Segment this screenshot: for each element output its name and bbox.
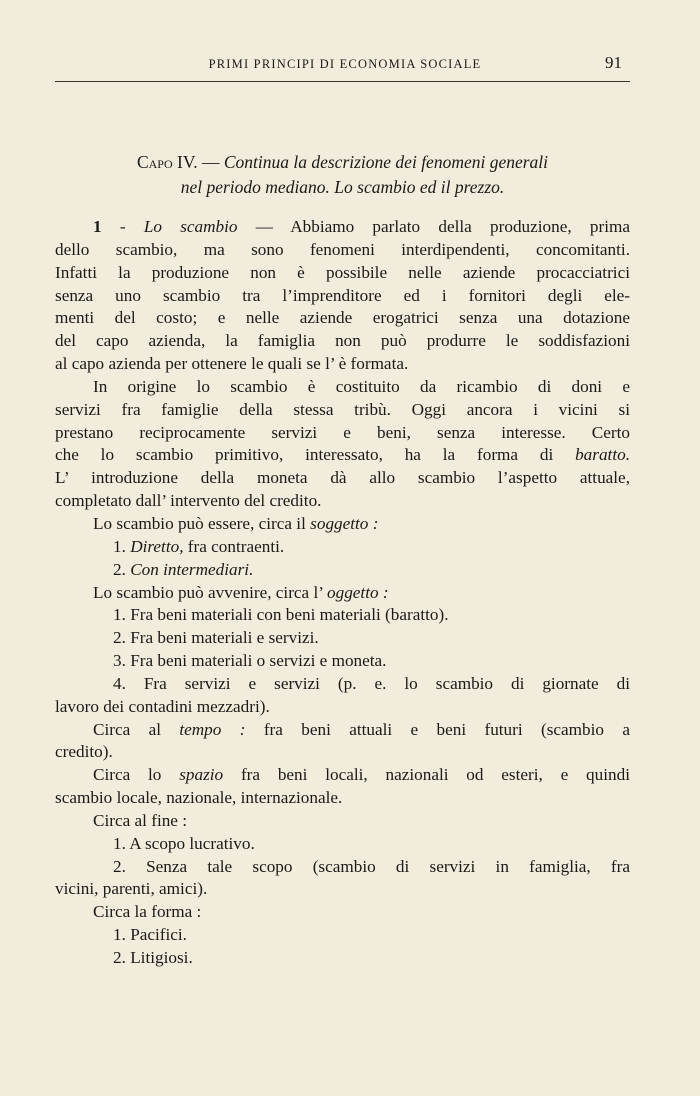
list-item: 1. Pacifici. <box>113 925 187 945</box>
list-item: 2. Senza tale scopo (scambio di servizi in famiglia, fra <box>113 856 630 876</box>
chapter-heading-line2 <box>55 175 630 200</box>
list-item: 4. Fra servizi e servizi (p. e. lo scambio di giornate di <box>113 673 630 693</box>
text-line: del capo azienda, la famiglia non può produrre le soddisfazioni <box>55 331 630 351</box>
section-sep: - <box>101 217 144 236</box>
list-number: 1. <box>113 536 131 556</box>
text-line: Circa la forma : <box>93 902 202 922</box>
list-item <box>55 559 630 582</box>
text-run: fra beni locali, nazionali od esteri, e quindi <box>223 765 630 785</box>
text-line: al capo azienda per ottenere le quali se l’ è formata. <box>55 354 409 374</box>
text-line: prestano reciprocamente servizi e beni, senza interesse. Certo <box>55 422 630 442</box>
text-line: In origine lo scambio è costituito da ricambio di doni e <box>93 376 630 396</box>
section-number: 1 <box>93 217 102 236</box>
emphasis-baratto: baratto. <box>575 445 630 465</box>
text-line <box>55 513 630 536</box>
emphasis-spazio: spazio <box>179 765 224 785</box>
text-line: menti del costo; e nelle aziende erogatrici senza una dotazione <box>55 308 630 328</box>
list-item: 1. Fra beni materiali con beni materiali (baratto). <box>113 605 449 625</box>
emphasis-intermediari: Con intermediari. <box>130 559 254 579</box>
text-line: vicini, parenti, amici). <box>55 879 208 899</box>
text-line: dello scambio, ma sono fenomeni interdipendenti, concomitanti. <box>55 239 630 259</box>
list-item: 2. Litigiosi. <box>113 948 193 967</box>
page-number: 91 <box>605 53 622 72</box>
text-run: Circa al <box>93 719 180 739</box>
emphasis-diretto: Diretto, <box>130 536 184 556</box>
text-line <box>55 719 630 742</box>
list-item: 1. A scopo lucrativo. <box>113 833 255 853</box>
section-lead: — Abbiamo parlato della produzione, prima <box>237 217 630 236</box>
chapter-dash: — <box>197 152 224 172</box>
list-item: 3. Fra beni materiali o servizi e moneta. <box>113 651 387 671</box>
chapter-label: Capo IV. <box>136 152 198 172</box>
text-line <box>55 582 630 605</box>
chapter-title-part1: Continua la descrizione dei fenomeni generali <box>223 152 549 172</box>
text-line <box>55 444 630 467</box>
text-run: Circa lo <box>93 765 180 785</box>
chapter-heading <box>55 150 630 200</box>
chapter-title-part2: nel periodo mediano. Lo scambio ed il prezzo. <box>180 177 505 197</box>
emphasis-tempo: tempo : <box>179 719 246 739</box>
text-line: scambio locale, nazionale, internazionale. <box>55 788 343 808</box>
list-item <box>55 536 630 559</box>
text-run: fra beni attuali e beni futuri (scambio a <box>245 719 631 739</box>
text-line: completato dall’ intervento del credito. <box>55 491 322 511</box>
emphasis-oggetto: oggetto : <box>327 582 389 602</box>
text-line: L’ introduzione della moneta dà allo scambio l’aspetto attuale, <box>55 468 630 488</box>
text-run: Lo scambio può avvenire, circa l’ <box>93 582 328 602</box>
text-run: che lo scambio primitivo, interessato, ha la forma di <box>55 445 576 465</box>
text-line: Infatti la produzione non è possibile nelle aziende procacciatrici <box>55 262 630 282</box>
list-number: 2. <box>113 559 131 579</box>
text-run: fra contraenti. <box>183 536 285 556</box>
list-item: 2. Fra beni materiali e servizi. <box>113 628 319 648</box>
text-run: Lo scambio può essere, circa il <box>93 513 311 533</box>
body-text <box>55 216 630 970</box>
text-line: senza uno scambio tra l’imprenditore ed i fornitori degli ele- <box>55 285 630 305</box>
section-heading-line <box>55 216 630 239</box>
text-line: credito). <box>55 742 113 762</box>
header-rule <box>55 81 630 82</box>
text-line: servizi fra famiglie della stessa tribù. Oggi ancora i vicini si <box>55 399 630 419</box>
text-line: Circa al fine : <box>93 810 188 830</box>
text-line <box>55 764 630 787</box>
emphasis-soggetto: soggetto : <box>310 513 379 533</box>
text-line: lavoro dei contadini mezzadri). <box>55 696 270 716</box>
section-title: Lo scambio <box>143 217 238 236</box>
running-header: PRIMI PRINCIPI DI ECONOMIA SOCIALE <box>208 57 482 71</box>
chapter-heading-line1 <box>55 150 630 175</box>
